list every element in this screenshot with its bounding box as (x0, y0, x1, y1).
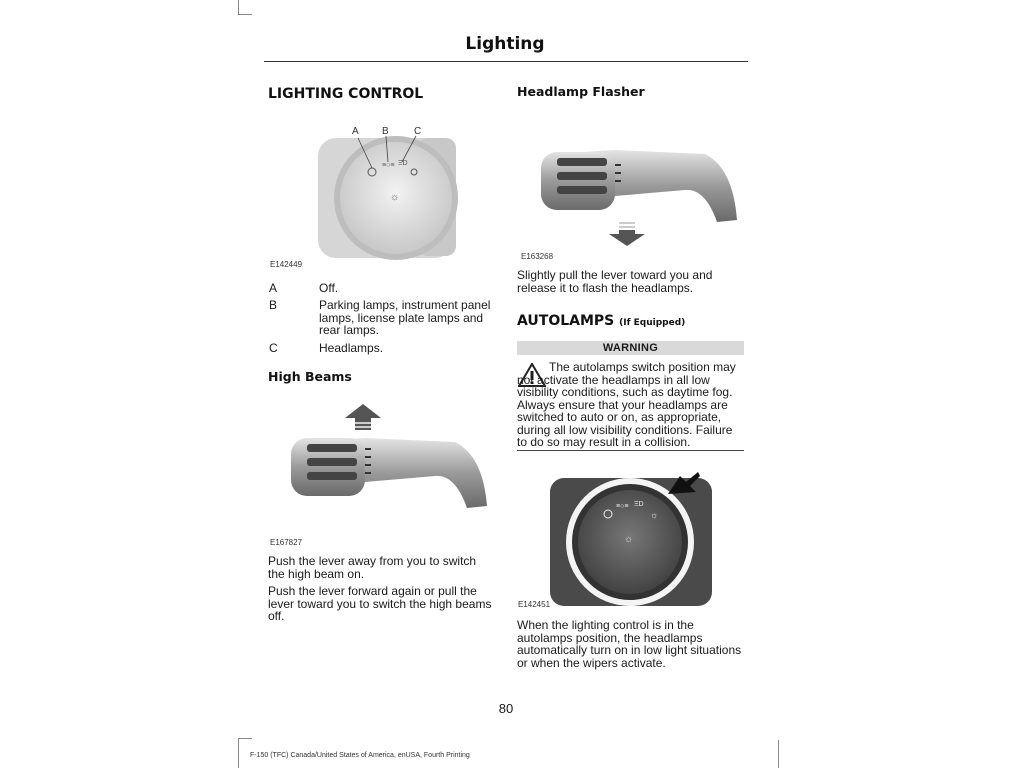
paragraph: Push the lever forward again or pull the lever toward you to switch the high beams off. (268, 584, 492, 623)
autolamps-heading (517, 313, 685, 329)
crop-mark (238, 738, 252, 739)
figure-label-c: C (414, 126, 422, 137)
crop-mark (238, 14, 252, 15)
svg-text:☼: ☼ (650, 510, 659, 520)
svg-text:☼: ☼ (624, 534, 634, 545)
arrow-down-icon (609, 222, 645, 246)
svg-text:≡○≡: ≡○≡ (616, 503, 629, 510)
high-beams-figure (285, 400, 490, 515)
figure-id: E142451 (518, 600, 551, 609)
list-text: Parking lamps, instrument panel lamps, license plate lamps and rear lamps. (319, 298, 491, 337)
list-key: A (269, 281, 278, 295)
if-equipped-note: (If Equipped) (619, 318, 686, 328)
svg-text:ΞD: ΞD (634, 501, 644, 508)
page-number: 80 (498, 701, 514, 716)
page-title: Lighting (465, 34, 545, 54)
svg-text:☼: ☼ (390, 192, 400, 203)
headlamp-flasher-heading: Headlamp Flasher (517, 84, 645, 99)
header-rule (264, 61, 748, 62)
autolamps-figure (550, 470, 712, 606)
figure-label-b: B (382, 126, 389, 137)
paragraph: Push the lever away from you to switch the high beam on. (268, 554, 477, 581)
arrow-up-icon (345, 404, 381, 430)
svg-text:≡○≡: ≡○≡ (382, 162, 395, 169)
list-key: C (269, 341, 278, 355)
figure-id: E163268 (521, 252, 554, 261)
warning-text: The autolamps switch position may not activate the headlamps in all low visibility conditions, such as daytime fog. Always ensure that your headlamps are switched to auto or on, as appropriate, during all low visibility conditions. Failure to do so may result in a collision. (517, 360, 736, 449)
autolamps-title: AUTOLAMPS (517, 313, 615, 329)
figure-label-a: A (352, 126, 359, 137)
warning-rule (517, 450, 744, 451)
paragraph: When the lighting control is in the autolamps position, the headlamps automatically turn on in low light situations or when the wipers activate. (517, 618, 742, 670)
svg-text:ΞD: ΞD (398, 160, 408, 167)
crop-mark (238, 0, 239, 14)
figure-id: E167827 (270, 538, 303, 547)
list-text: Off. (319, 281, 339, 295)
lighting-control-figure (268, 118, 488, 266)
crop-mark (778, 740, 779, 768)
footer: F-150 (TFC) Canada/United States of America, enUSA, Fourth Printing (250, 752, 470, 759)
headlamp-flasher-figure (535, 140, 740, 248)
figure-id: E142449 (270, 260, 303, 269)
high-beams-heading: High Beams (268, 369, 352, 384)
list-key: B (269, 298, 278, 312)
paragraph: Slightly pull the lever toward you and release it to flash the headlamps. (517, 268, 713, 295)
lighting-control-heading: LIGHTING CONTROL (268, 86, 424, 102)
warning-label: WARNING (517, 341, 744, 355)
crop-mark (238, 738, 239, 768)
list-text: Headlamps. (319, 341, 384, 355)
